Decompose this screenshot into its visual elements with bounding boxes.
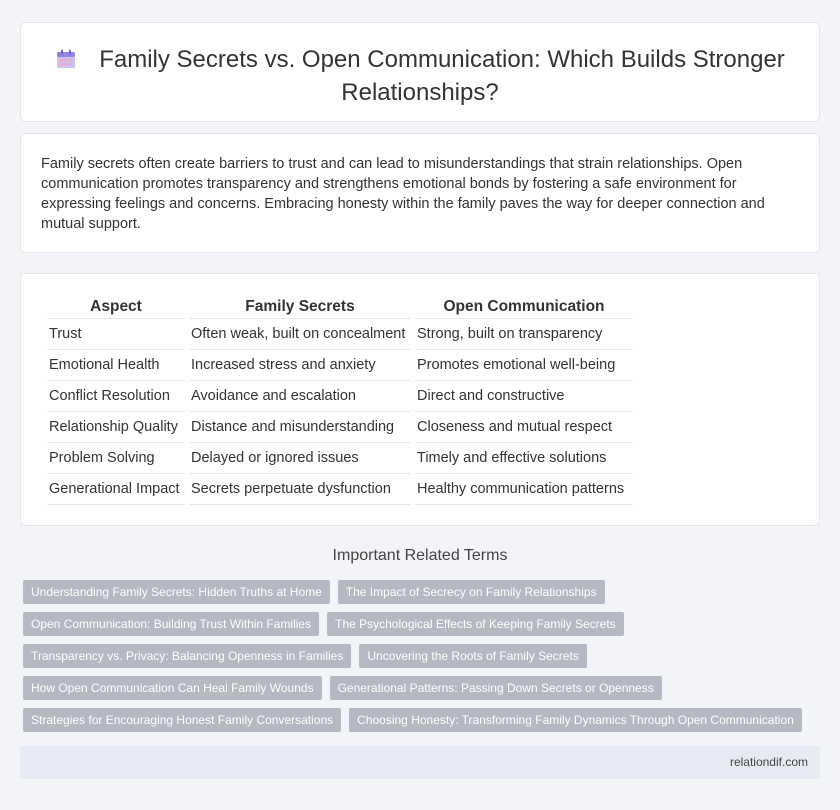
header-aspect: Aspect	[47, 294, 185, 319]
tag-row	[23, 612, 624, 636]
header-card	[20, 22, 820, 122]
cell-family-secrets: Often weak, built on concealment	[189, 319, 411, 350]
page-title-row	[21, 45, 819, 108]
cell-aspect: Relationship Quality	[47, 412, 185, 443]
site-name[interactable]: relationdif.com	[729, 755, 808, 769]
cell-aspect: Emotional Health	[47, 350, 185, 381]
intro-card	[20, 133, 820, 253]
related-tag[interactable]: Uncovering the Roots of Family Secrets	[359, 644, 586, 668]
cell-family-secrets: Distance and misunderstanding	[189, 412, 411, 443]
cell-aspect: Conflict Resolution	[47, 381, 185, 412]
table-row	[47, 350, 633, 381]
cell-open-communication: Promotes emotional well-being	[415, 350, 633, 381]
related-tag[interactable]: Open Communication: Building Trust Within Families	[23, 612, 319, 636]
cell-family-secrets: Secrets perpetuate dysfunction	[189, 474, 411, 505]
table-row	[47, 443, 633, 474]
related-tag[interactable]: How Open Communication Can Heal Family Wounds	[23, 676, 322, 700]
footer	[20, 746, 820, 779]
table-row	[47, 319, 633, 350]
table-row	[47, 412, 633, 443]
cell-family-secrets: Avoidance and escalation	[189, 381, 411, 412]
intro-text: Family secrets often create barriers to trust and can lead to misunderstandings that strain relationships. Open communication promotes transparency and strengthens emotional bonds by fostering a safe environment for expressing feelings and concerns. Embracing honesty within the family paves the way for deeper connection and mutual support.	[41, 156, 765, 232]
related-tag[interactable]: Generational Patterns: Passing Down Secrets or Openness	[330, 676, 662, 700]
cell-aspect: Problem Solving	[47, 443, 185, 474]
table-row	[47, 474, 633, 505]
cell-family-secrets: Delayed or ignored issues	[189, 443, 411, 474]
header-open-communication: Open Communication	[415, 294, 633, 319]
table-header-row	[47, 294, 633, 319]
tag-row	[23, 644, 587, 668]
related-terms-title: Important Related Terms	[332, 547, 508, 564]
calendar-icon	[55, 48, 77, 78]
table-row	[47, 381, 633, 412]
related-tag[interactable]: Transparency vs. Privacy: Balancing Openness in Families	[23, 644, 351, 668]
page-title: Family Secrets vs. Open Communication: Which Builds Stronger Relationships?	[99, 46, 785, 106]
cell-family-secrets: Increased stress and anxiety	[189, 350, 411, 381]
cell-aspect: Trust	[47, 319, 185, 350]
comparison-table	[43, 294, 637, 505]
tag-row	[23, 676, 662, 700]
cell-aspect: Generational Impact	[47, 474, 185, 505]
tag-row	[23, 580, 605, 604]
related-tag[interactable]: Strategies for Encouraging Honest Family Conversations	[23, 708, 341, 732]
header-family-secrets: Family Secrets	[189, 294, 411, 319]
related-tag[interactable]: Understanding Family Secrets: Hidden Truths at Home	[23, 580, 330, 604]
cell-open-communication: Healthy communication patterns	[415, 474, 633, 505]
related-tag[interactable]: The Psychological Effects of Keeping Family Secrets	[327, 612, 624, 636]
related-tag[interactable]: The Impact of Secrecy on Family Relationships	[338, 580, 605, 604]
cell-open-communication: Direct and constructive	[415, 381, 633, 412]
tag-row	[23, 708, 802, 732]
cell-open-communication: Closeness and mutual respect	[415, 412, 633, 443]
related-tag[interactable]: Choosing Honesty: Transforming Family Dynamics Through Open Communication	[349, 708, 802, 732]
comparison-card	[20, 273, 820, 526]
cell-open-communication: Strong, built on transparency	[415, 319, 633, 350]
cell-open-communication: Timely and effective solutions	[415, 443, 633, 474]
